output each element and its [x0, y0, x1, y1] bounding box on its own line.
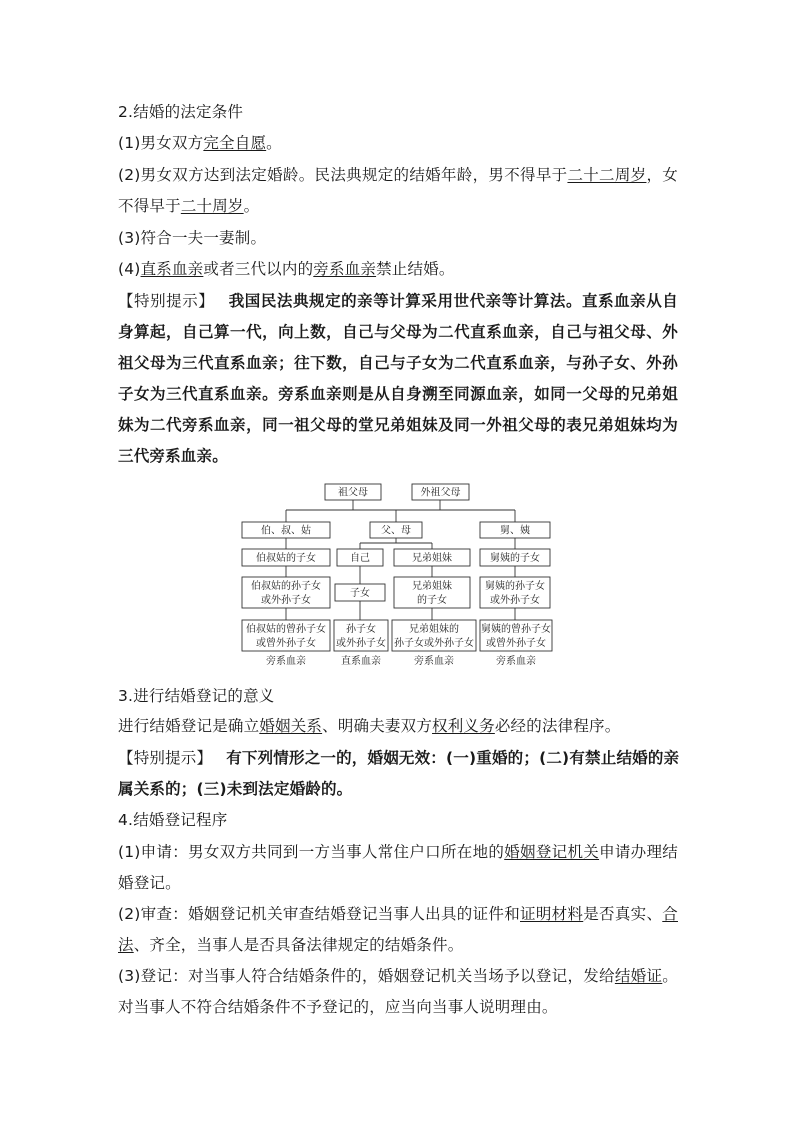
text: 禁止结婚。: [376, 260, 455, 278]
box-label: 伯叔姑的曾孙子女: [246, 624, 326, 635]
tip-text: 有下列情形之一的，婚姻无效：(一)重婚的；(二)有禁止结婚的亲: [226, 749, 680, 767]
tip2-line1: [118, 748, 678, 768]
tip1-line2: 身算起，自己算一代，向上数，自己与父母为二代直系血亲，自己与祖父母、外: [118, 323, 678, 341]
underlined-answer: 婚姻关系: [259, 717, 323, 735]
text: 不得早于: [118, 197, 181, 215]
tip1-line4: 子女为三代直系血亲。旁系血亲则是从自身溯至同源血亲，如同一父母的兄弟姐: [118, 385, 678, 403]
tip1-line3: 祖父母为三代直系血亲；往下数，自己与子女为二代直系血亲，与孙子女、外孙: [118, 354, 678, 372]
underlined-answer: 旁系血亲: [313, 260, 377, 278]
text: (2)男女双方达到法定婚龄。民法典规定的结婚年龄，男不得早于: [118, 166, 568, 184]
box-label: 或曾外孙子女: [256, 638, 316, 649]
box-label: 伯叔姑的孙子女: [251, 581, 321, 592]
tip1-line6: 三代旁系血亲。: [118, 447, 228, 465]
box-label: 兄弟姐妹的: [409, 624, 459, 635]
box-label: 外祖父母: [420, 487, 461, 499]
tip-label: 【特别提示】: [118, 749, 213, 767]
box-label: 孙子女: [346, 624, 376, 635]
underlined-answer: 直系血亲: [140, 260, 204, 278]
text: ，女: [646, 166, 678, 184]
text: 。: [266, 134, 282, 152]
underlined-answer: 二十二周岁: [567, 166, 647, 184]
text: 。: [662, 967, 678, 985]
step2-line1: [118, 904, 678, 924]
section3-heading: 3.进行结婚登记的意义: [118, 687, 275, 705]
box-label: 或外孙子女: [261, 595, 311, 606]
text: 。: [243, 197, 260, 215]
box-label: 或外孙子女: [336, 638, 386, 649]
underlined-answer: 完全自愿: [203, 134, 267, 152]
box-label: 兄弟姐妹: [412, 553, 452, 564]
text: 是否真实、: [583, 905, 663, 923]
box-label: 的子女: [417, 595, 447, 606]
text: 、齐全，当事人是否具备法律规定的结婚条件。: [133, 936, 464, 954]
underlined-answer: 婚姻登记机关: [504, 843, 600, 861]
box-label: 或外孙子女: [490, 595, 540, 606]
box-label: 舅、姨: [500, 525, 530, 537]
text: (1)男女双方: [118, 134, 204, 152]
step1-line2: 婚登记。: [118, 874, 181, 892]
underlined-answer: 二十周岁: [180, 197, 244, 215]
text: 或者三代以内的: [203, 260, 314, 278]
text: (2)审查：婚姻登记机关审查结婚登记当事人出具的证件和: [118, 905, 521, 923]
tip1-line5: 妹为二代旁系血亲，同一祖父母的堂兄弟姐妹及同一外祖父母的表兄弟姐妹均为: [118, 416, 678, 434]
underlined-answer: 合: [662, 905, 678, 923]
tip2-line2: 属关系的；(三)未到法定婚龄的。: [118, 780, 353, 798]
box-label: 子女: [350, 588, 370, 599]
step2-line2: [118, 935, 678, 955]
text: 申请办理结: [599, 843, 678, 861]
section2-heading: 2.结婚的法定条件: [118, 103, 244, 121]
box-label: 伯、叔、姑: [261, 525, 311, 537]
caption-lineal: 直系血亲: [341, 656, 381, 667]
text: (1)申请：男女双方共同到一方当事人常住户口所在地的: [118, 843, 505, 861]
step3-line2: 对当事人不符合结婚条件不予登记的，应当向当事人说明理由。: [118, 998, 558, 1016]
tip-text: 我国民法典规定的亲等计算采用世代亲等计算法。直系血亲从自: [228, 292, 678, 310]
underlined-answer: 结婚证: [614, 967, 663, 985]
text: 、明确夫妻双方: [322, 717, 433, 735]
underlined-answer: 证明材料: [520, 905, 584, 923]
box-label: 舅姨的孙子女: [485, 581, 545, 592]
underlined-answer: 法: [118, 936, 134, 954]
box-label: 舅姨的曾孙子女: [481, 624, 551, 635]
box-label: 孙子女或外孙子女: [394, 638, 474, 649]
box-label: 自己: [350, 553, 370, 564]
box-label: 祖父母: [338, 487, 368, 499]
tip-label: 【特别提示】: [118, 292, 215, 310]
underlined-answer: 权利义务: [432, 717, 495, 735]
caption-collateral: 旁系血亲: [414, 656, 454, 667]
box-label: 父、母: [381, 525, 411, 537]
box-label: 伯叔姑的子女: [256, 553, 316, 564]
step3-line1: [118, 966, 678, 986]
caption-collateral: 旁系血亲: [266, 656, 306, 667]
text: (3)登记：对当事人符合结婚条件的，婚姻登记机关当场予以登记，发给: [118, 967, 615, 985]
box-label: 兄弟姐妹: [412, 581, 452, 592]
section4-heading: 4.结婚登记程序: [118, 811, 228, 829]
condition-3: (3)符合一夫一妻制。: [118, 229, 267, 247]
box-label: 或曾外孙子女: [486, 638, 546, 649]
box-label: 舅姨的子女: [490, 553, 540, 564]
step1-line1: [118, 842, 678, 862]
text: 必经的法律程序。: [494, 717, 621, 735]
text: 进行结婚登记是确立: [118, 717, 260, 735]
caption-collateral: 旁系血亲: [496, 656, 536, 667]
section3-text: [118, 716, 678, 736]
text: (4): [118, 260, 141, 278]
